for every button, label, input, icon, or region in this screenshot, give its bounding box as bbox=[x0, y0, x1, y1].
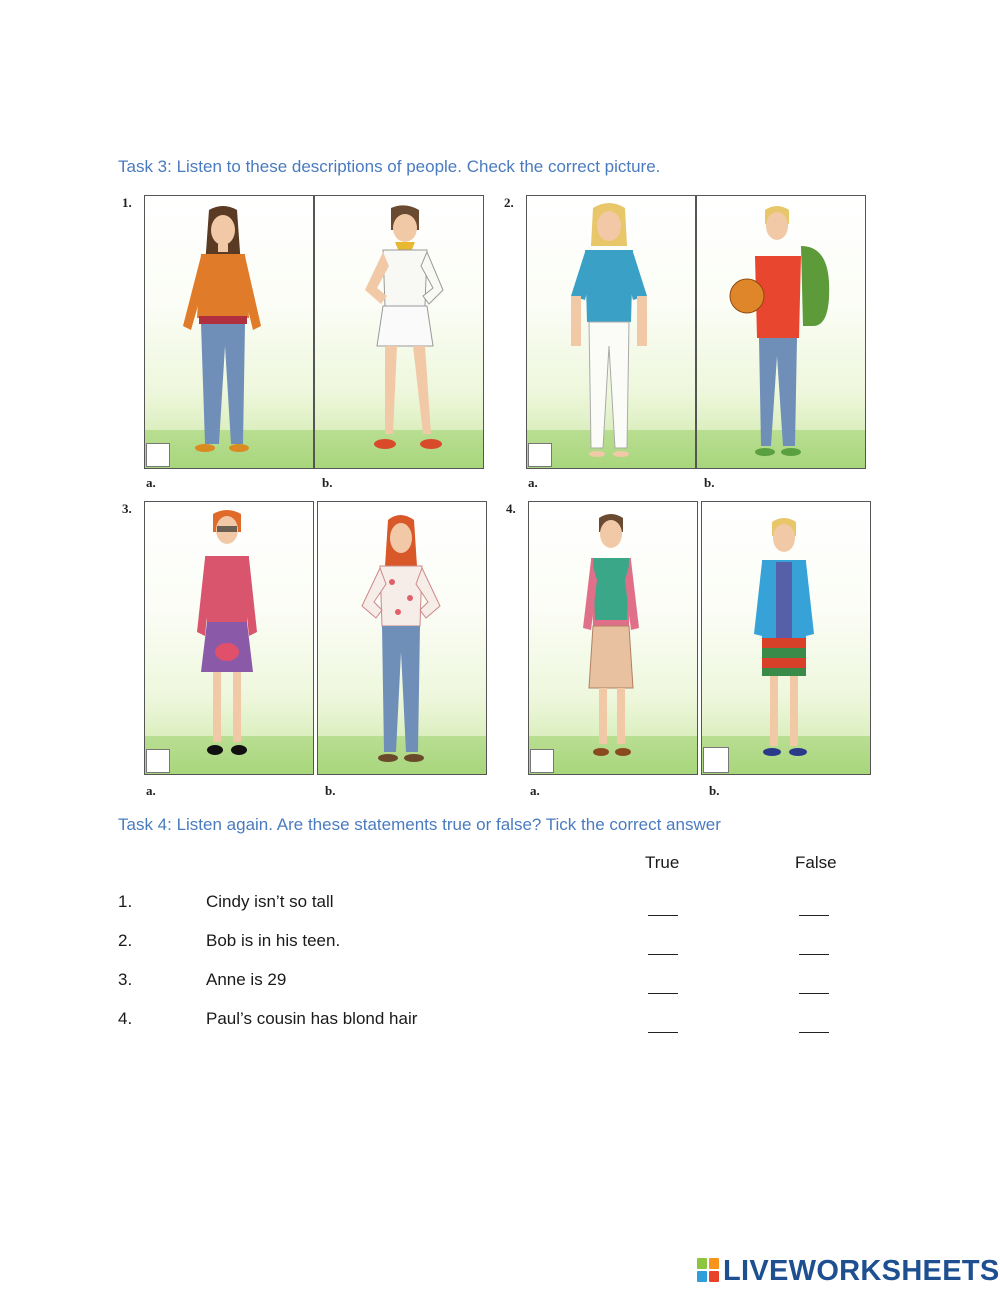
figure-man-blue-shirt bbox=[527, 196, 696, 469]
checkbox-4b[interactable] bbox=[703, 747, 729, 773]
option-label-a: a. bbox=[146, 783, 156, 798]
checkbox-2a[interactable] bbox=[528, 443, 552, 467]
statement-text: Bob is in his teen. bbox=[206, 931, 341, 950]
picture-4b bbox=[701, 501, 871, 775]
false-column-header: False bbox=[795, 853, 837, 872]
statement-row-3 bbox=[118, 970, 878, 1000]
false-answer-blank[interactable] bbox=[799, 972, 833, 998]
picture-1a bbox=[144, 195, 314, 469]
picture-3a bbox=[144, 501, 314, 775]
statement-text: Anne is 29 bbox=[206, 970, 287, 989]
picture-group-4 bbox=[502, 499, 874, 803]
picture-group-2 bbox=[500, 193, 872, 493]
option-label-a: a. bbox=[530, 783, 540, 798]
picture-group-1 bbox=[118, 193, 488, 493]
logo-square-green bbox=[697, 1258, 707, 1269]
task3-title: Task 3: Listen to these descriptions of people. Check the correct picture. bbox=[118, 157, 661, 176]
checkbox-4a[interactable] bbox=[530, 749, 554, 773]
task4-title: Task 4: Listen again. Are these statements true or false? Tick the correct answer bbox=[118, 815, 721, 834]
answer-underline bbox=[648, 954, 678, 955]
answer-underline bbox=[799, 915, 829, 916]
option-label-a: a. bbox=[528, 475, 538, 490]
logo-square-red bbox=[709, 1271, 719, 1282]
row-number: 1. bbox=[118, 892, 133, 911]
picture-group-3 bbox=[118, 499, 490, 803]
option-label-a: a. bbox=[146, 475, 156, 490]
picture-2a bbox=[526, 195, 696, 469]
picture-1b bbox=[314, 195, 484, 469]
false-answer-blank[interactable] bbox=[799, 933, 833, 959]
liveworksheets-logo-text: LIVEWORKSHEETS bbox=[723, 1255, 1000, 1287]
true-answer-blank[interactable] bbox=[648, 972, 682, 998]
statement-row-4 bbox=[118, 1009, 878, 1039]
statement-row-2 bbox=[118, 931, 878, 961]
figure-girl-orange-jacket bbox=[145, 196, 314, 469]
logo-square-orange bbox=[709, 1258, 719, 1269]
option-label-b: b. bbox=[704, 475, 715, 490]
row-number: 2. bbox=[118, 931, 133, 950]
picture-2b bbox=[696, 195, 866, 469]
figure-boy-basketball bbox=[697, 196, 866, 469]
answer-underline bbox=[799, 1032, 829, 1033]
group-number: 1. bbox=[122, 195, 132, 210]
true-column-header: True bbox=[645, 853, 680, 872]
statement-text: Paul’s cousin has blond hair bbox=[206, 1009, 418, 1028]
group-number: 2. bbox=[504, 195, 514, 210]
answer-underline bbox=[648, 993, 678, 994]
figure-girl-red-hair-jeans bbox=[318, 502, 487, 775]
group-number: 3. bbox=[122, 501, 132, 516]
figure-woman-green-vest bbox=[529, 502, 698, 775]
row-number: 4. bbox=[118, 1009, 133, 1028]
liveworksheets-logo-icon bbox=[697, 1258, 719, 1282]
option-label-b: b. bbox=[325, 783, 336, 798]
answer-underline bbox=[799, 993, 829, 994]
figure-girl-blue-jacket bbox=[702, 502, 871, 775]
group-number: 4. bbox=[506, 501, 516, 516]
picture-3b bbox=[317, 501, 487, 775]
checkbox-3a[interactable] bbox=[146, 749, 170, 773]
false-answer-blank[interactable] bbox=[799, 894, 833, 920]
true-answer-blank[interactable] bbox=[648, 894, 682, 920]
statement-row-1 bbox=[118, 892, 878, 922]
false-answer-blank[interactable] bbox=[799, 1011, 833, 1037]
answer-underline bbox=[799, 954, 829, 955]
picture-4a bbox=[528, 501, 698, 775]
figure-woman-white-outfit bbox=[315, 196, 484, 469]
row-number: 3. bbox=[118, 970, 133, 989]
answer-underline bbox=[648, 915, 678, 916]
true-answer-blank[interactable] bbox=[648, 1011, 682, 1037]
answer-underline bbox=[648, 1032, 678, 1033]
logo-square-blue bbox=[697, 1271, 707, 1282]
option-label-b: b. bbox=[709, 783, 720, 798]
checkbox-1a[interactable] bbox=[146, 443, 170, 467]
true-answer-blank[interactable] bbox=[648, 933, 682, 959]
option-label-b: b. bbox=[322, 475, 333, 490]
figure-woman-pink-sweater bbox=[145, 502, 314, 775]
statement-text: Cindy isn’t so tall bbox=[206, 892, 334, 911]
